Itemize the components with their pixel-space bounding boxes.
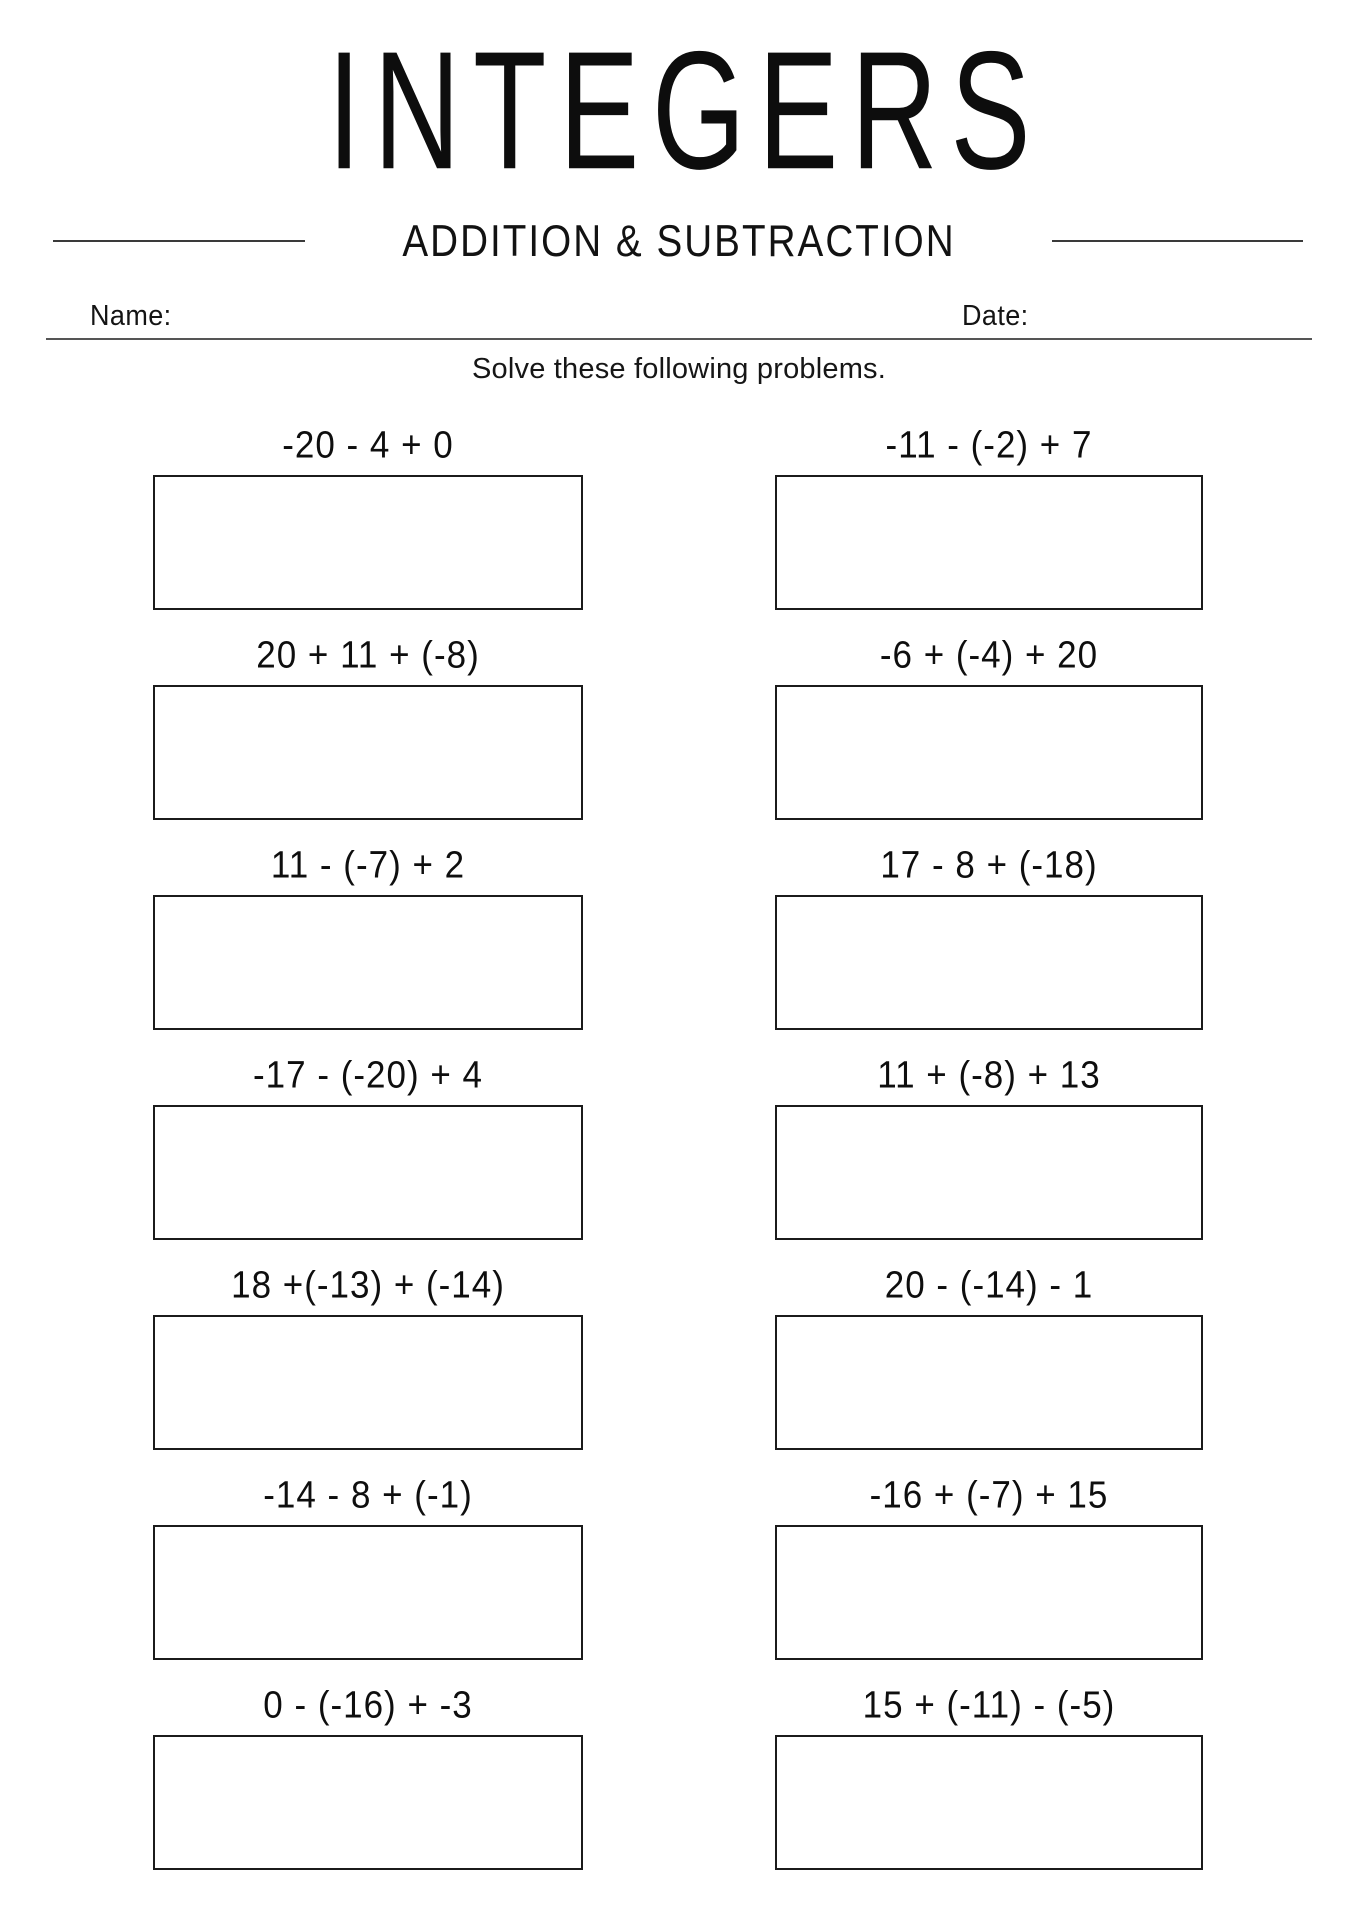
problem-expression: -16 + (-7) + 15 [869, 1473, 1109, 1516]
problem-11 [153, 1473, 583, 1660]
page-title: INTEGERS [327, 15, 1044, 205]
problem-expression: -14 - 8 + (-1) [263, 1473, 473, 1516]
problem-8 [775, 1053, 1205, 1240]
answer-box[interactable] [775, 895, 1203, 1030]
problem-expression: 20 - (-14) - 1 [884, 1263, 1094, 1306]
page-subtitle: ADDITION & SUBTRACTION [402, 215, 956, 266]
name-label: Name: [90, 300, 172, 332]
problem-expression: -11 - (-2) + 7 [885, 423, 1093, 466]
date-label: Date: [962, 300, 1029, 332]
problem-expression: 11 + (-8) + 13 [877, 1053, 1101, 1096]
problem-4 [775, 633, 1205, 820]
answer-box[interactable] [775, 1525, 1203, 1660]
problem-13 [153, 1683, 583, 1870]
problem-1 [153, 423, 583, 610]
problem-12 [775, 1473, 1205, 1660]
problem-expression: 20 + 11 + (-8) [256, 633, 480, 676]
problem-2 [775, 423, 1205, 610]
answer-box[interactable] [775, 1105, 1203, 1240]
answer-box[interactable] [775, 475, 1203, 610]
problem-9 [153, 1263, 583, 1450]
answer-box[interactable] [153, 685, 583, 820]
answer-box[interactable] [153, 475, 583, 610]
problem-expression: 11 - (-7) + 2 [270, 843, 466, 886]
problem-14 [775, 1683, 1205, 1870]
problem-expression: 15 + (-11) - (-5) [862, 1683, 1116, 1726]
problem-expression: -20 - 4 + 0 [282, 423, 454, 466]
answer-box[interactable] [775, 1315, 1203, 1450]
answer-box[interactable] [153, 1735, 583, 1870]
problem-expression: -6 + (-4) + 20 [879, 633, 1099, 676]
problem-3 [153, 633, 583, 820]
problem-expression: 18 +(-13) + (-14) [231, 1263, 505, 1306]
problem-expression: -17 - (-20) + 4 [253, 1053, 483, 1096]
problem-5 [153, 843, 583, 1030]
answer-box[interactable] [775, 685, 1203, 820]
problem-10 [775, 1263, 1205, 1450]
answer-box[interactable] [153, 1525, 583, 1660]
problem-expression: 17 - 8 + (-18) [880, 843, 1098, 886]
answer-box[interactable] [153, 1315, 583, 1450]
problem-6 [775, 843, 1205, 1030]
problem-7 [153, 1053, 583, 1240]
instruction-text: Solve these following problems. [471, 353, 887, 385]
problem-expression: 0 - (-16) + -3 [263, 1683, 473, 1726]
answer-box[interactable] [775, 1735, 1203, 1870]
answer-box[interactable] [153, 1105, 583, 1240]
answer-box[interactable] [153, 895, 583, 1030]
